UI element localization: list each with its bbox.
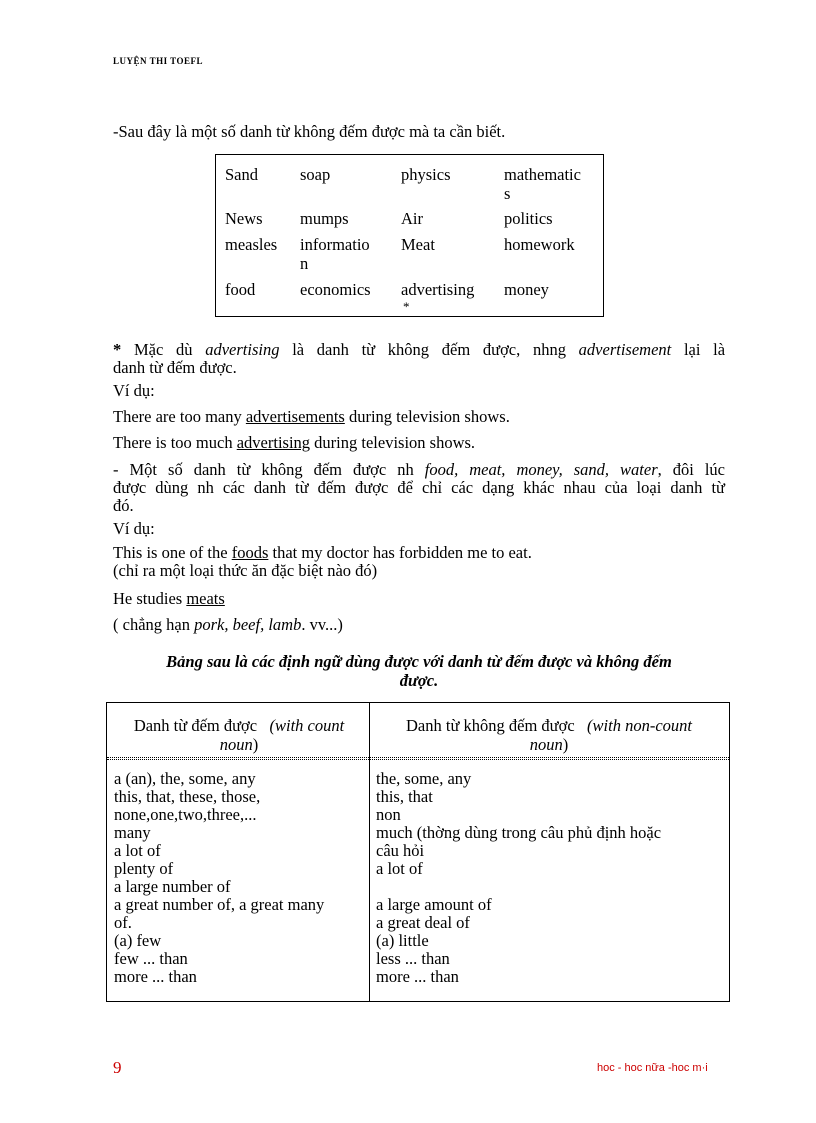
list-item: none,one,two,three,... [114, 805, 257, 824]
list-item: the, some, any [376, 769, 472, 788]
table-cell: homework [504, 235, 575, 254]
table-cell: advertising [401, 280, 475, 299]
example-label: Ví dụ: [113, 381, 155, 400]
header-divider [107, 757, 729, 758]
list-item: a lot of [376, 859, 423, 878]
table-cell: mumps [300, 209, 349, 228]
list-item: more ... than [114, 967, 197, 986]
list-item: more ... than [376, 967, 459, 986]
list-item: less ... than [376, 949, 450, 968]
page-number: 9 [113, 1058, 122, 1077]
list-item: few ... than [114, 949, 188, 968]
table-cell: n [300, 254, 309, 273]
example-sentence: He studies meats [113, 589, 225, 608]
asterisk: * [113, 340, 122, 359]
list-item: a great number of, a great many [114, 895, 325, 914]
list-item: a large number of [114, 877, 231, 896]
example-sentence: This is one of the foods that my doctor has forbidden me to eat. [113, 543, 532, 562]
table-cell: food [225, 280, 256, 299]
list-item: this, that, these, those, [114, 787, 261, 806]
column-header-countable: Danh từ đếm được (with count noun) [133, 716, 345, 754]
table-cell: soap [300, 165, 331, 184]
list-item: of. [114, 913, 132, 932]
example-sentence: There is too much advertising during television shows. [113, 433, 476, 452]
list-item [376, 878, 661, 896]
footer-slogan: hoc - hoc nữa -hoc m·i [597, 1062, 708, 1074]
note-line-1: * Mặc dù advertising là danh từ không đếm được, nhng advertisement lại là [113, 340, 726, 359]
list-item: (a) few [114, 931, 162, 950]
list-item: a lot of [114, 841, 161, 860]
page-header: LUYỆN THI TOEFL [113, 56, 204, 66]
paragraph-line: - Một số danh từ không đếm được nh food, meat, money, sand, water, đôi lúc [113, 460, 726, 479]
list-item: many [114, 823, 151, 842]
table-cell: informatio [300, 235, 370, 254]
determiners-table [106, 702, 730, 1002]
table-cell: s [504, 184, 511, 203]
countable-list [114, 770, 324, 986]
note-line-2: danh từ đếm được. [113, 358, 237, 377]
table-caption: Bảng sau là các định ngữ dùng được với danh từ đếm được và không đếm [166, 652, 672, 671]
list-item: non [376, 805, 401, 824]
table-cell: physics [401, 165, 451, 184]
column-divider [369, 703, 370, 1001]
table-caption: được. [399, 671, 439, 690]
table-cell-asterisk: * [403, 299, 410, 314]
paragraph-line: được dùng nh các danh từ đếm được để chỉ các dạng khác nhau của loại danh từ [113, 478, 725, 497]
intro-line: -Sau đây là một số danh từ không đếm được mà ta cần biết. [113, 122, 506, 141]
uncountable-list [376, 770, 661, 986]
table-cell: mathematic [504, 165, 581, 184]
example-sentence: There are too many advertisements during television shows. [113, 407, 510, 426]
list-item: a (an), the, some, any [114, 769, 256, 788]
table-cell: Meat [401, 235, 435, 254]
column-header-uncountable: Danh từ không đếm được (with non-count noun) [406, 716, 692, 754]
uncountable-nouns-table [215, 154, 604, 317]
table-cell: money [504, 280, 549, 299]
list-item: a large amount of [376, 895, 492, 914]
list-item: (a) little [376, 931, 429, 950]
table-cell: politics [504, 209, 553, 228]
example-note: ( chẳng hạn pork, beef, lamb. vv...) [113, 615, 343, 634]
header-divider [107, 759, 729, 760]
table-cell: News [225, 209, 263, 228]
paragraph-line: đó. [113, 496, 134, 515]
list-item: plenty of [114, 859, 174, 878]
table-cell: Sand [225, 165, 258, 184]
table-cell: economics [300, 280, 371, 299]
list-item: much (thờng dùng trong câu phủ định hoặc [376, 823, 662, 842]
example-label: Ví dụ: [113, 519, 155, 538]
list-item: this, that [376, 787, 433, 806]
table-cell: Air [401, 209, 423, 228]
example-note: (chỉ ra một loại thức ăn đặc biệt nào đó) [113, 561, 378, 580]
list-item: a great deal of [376, 913, 470, 932]
table-cell: measles [225, 235, 278, 254]
list-item: câu hỏi [376, 841, 425, 860]
